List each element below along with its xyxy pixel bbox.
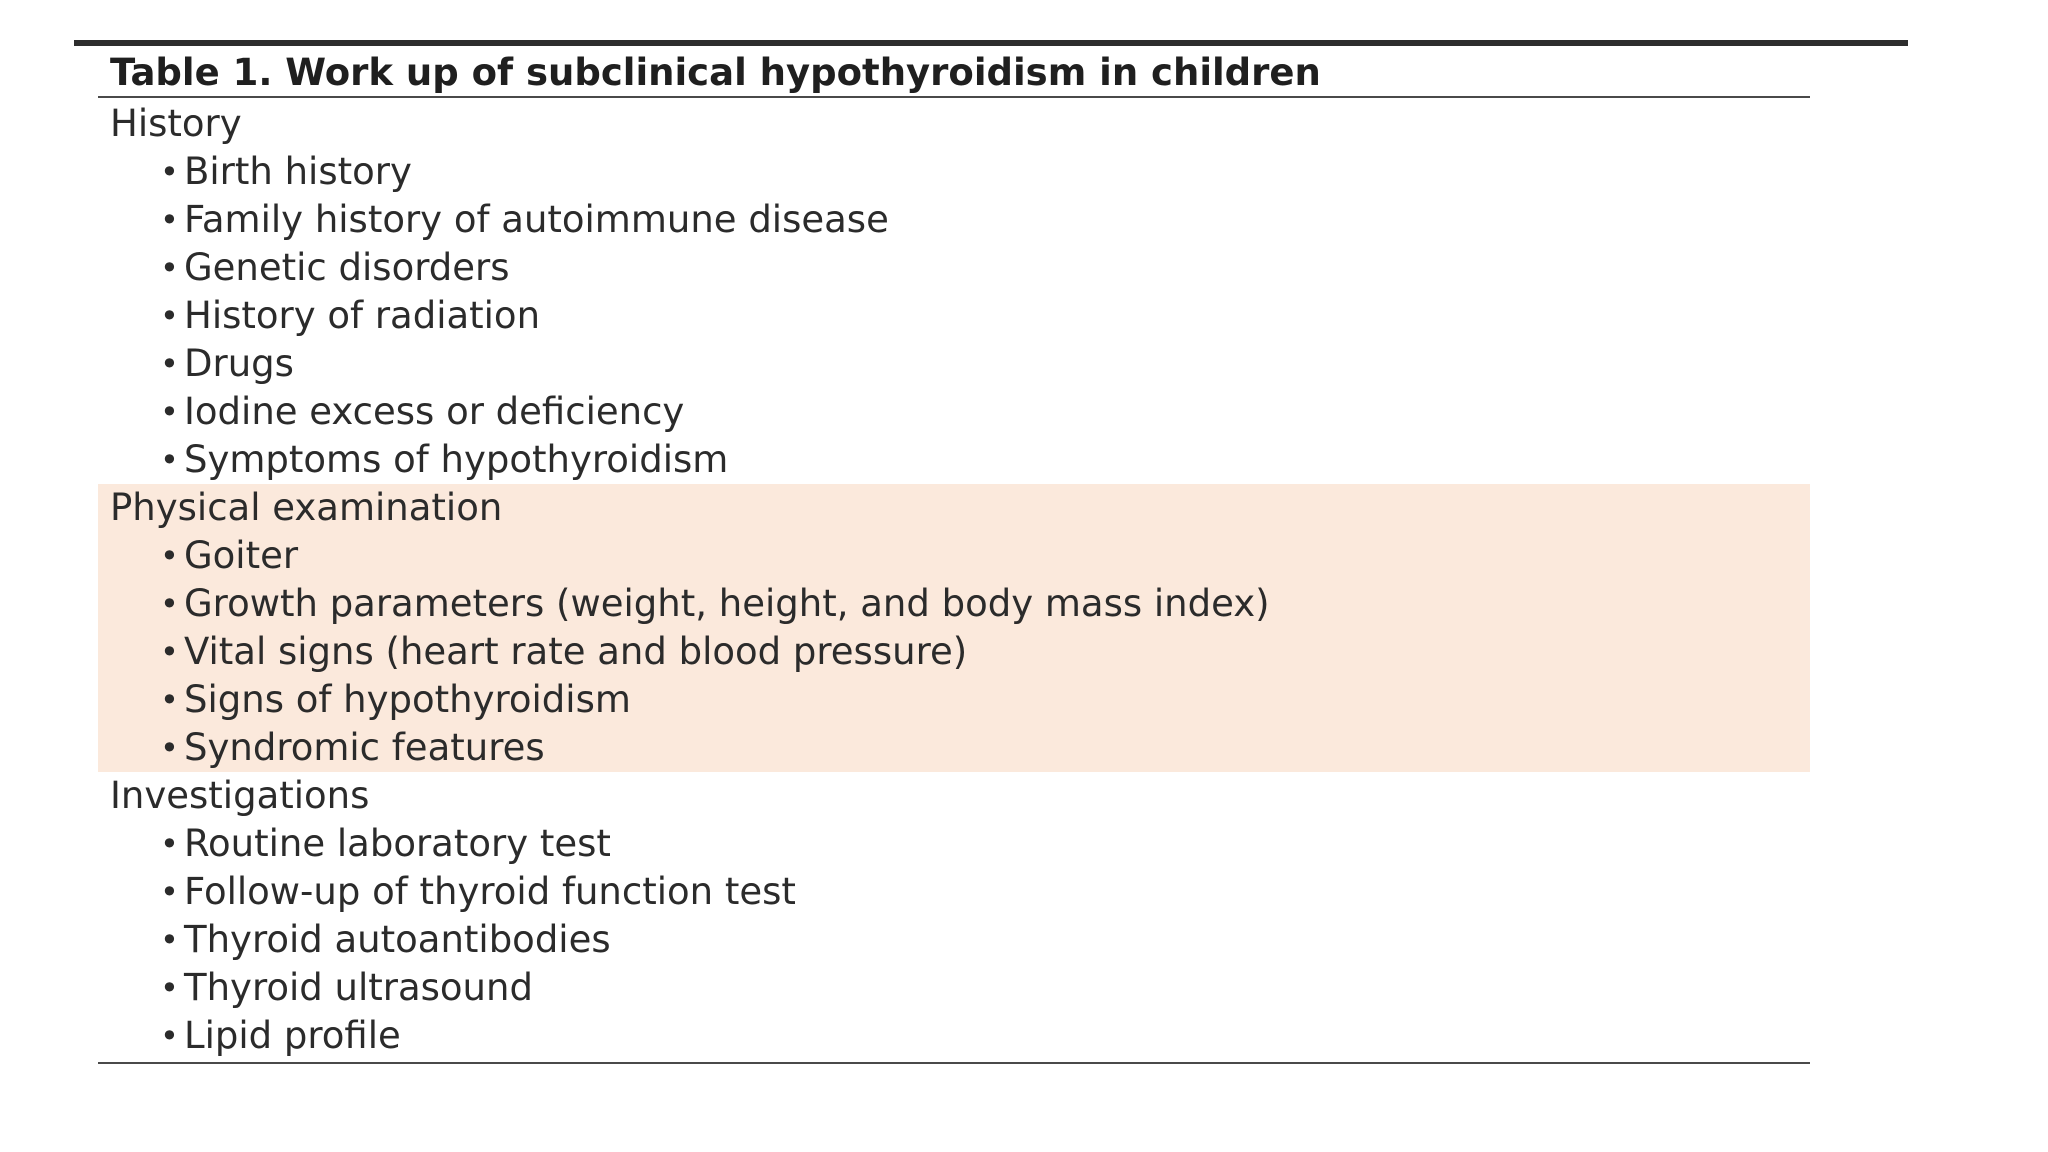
bottom-rule	[98, 1062, 1810, 1064]
table-1	[98, 50, 1810, 1064]
top-rule	[74, 40, 1908, 46]
list-item	[110, 964, 1810, 1012]
list-item-label: Genetic disorders	[184, 246, 510, 289]
bullet-icon: •	[160, 633, 179, 671]
bullet-icon: •	[160, 921, 179, 959]
section-heading: History	[110, 102, 242, 145]
list-item	[110, 436, 1810, 484]
list-item	[110, 820, 1810, 868]
list-item	[110, 148, 1810, 196]
list-item	[110, 580, 1810, 628]
title-rule	[98, 96, 1810, 98]
section-investigations	[98, 772, 1810, 1060]
list-item-label: Birth history	[184, 150, 412, 193]
list-item-label: History of radiation	[184, 294, 541, 337]
list-item	[110, 916, 1810, 964]
list-item	[110, 628, 1810, 676]
section-heading: Physical examination	[110, 486, 503, 529]
bullet-icon: •	[160, 393, 179, 431]
section-physical-examination	[98, 484, 1810, 772]
list-item	[110, 340, 1810, 388]
list-item	[110, 676, 1810, 724]
table-title: Table 1. Work up of subclinical hypothyroidism in children	[110, 51, 1321, 94]
list-item-label: Iodine excess or deficiency	[184, 390, 685, 433]
bullet-icon: •	[160, 1017, 179, 1055]
list-item-label: Thyroid ultrasound	[184, 966, 533, 1009]
bullet-icon: •	[160, 249, 179, 287]
list-item-label: Follow-up of thyroid function test	[184, 870, 796, 913]
list-item	[110, 724, 1810, 772]
bullet-icon: •	[160, 873, 179, 911]
list-item	[110, 868, 1810, 916]
bullet-icon: •	[160, 969, 179, 1007]
bullet-icon: •	[160, 441, 179, 479]
list-item-label: Signs of hypothyroidism	[184, 678, 631, 721]
bullet-icon: •	[160, 537, 179, 575]
bullet-icon: •	[160, 297, 179, 335]
list-item	[110, 532, 1810, 580]
list-item-label: Growth parameters (weight, height, and body mass index)	[184, 582, 1270, 625]
section-heading: Investigations	[110, 774, 370, 817]
list-item	[110, 244, 1810, 292]
bullet-icon: •	[160, 585, 179, 623]
list-item-label: Thyroid autoantibodies	[184, 918, 611, 961]
bullet-icon: •	[160, 729, 179, 767]
list-item-label: Lipid profile	[184, 1014, 401, 1057]
list-item-label: Syndromic features	[184, 726, 545, 769]
list-item	[110, 1012, 1810, 1060]
bullet-icon: •	[160, 345, 179, 383]
list-item-label: Family history of autoimmune disease	[184, 198, 889, 241]
list-item	[110, 388, 1810, 436]
section-history	[98, 100, 1810, 484]
list-item-label: Vital signs (heart rate and blood pressure)	[184, 630, 968, 673]
bullet-icon: •	[160, 825, 179, 863]
list-item-label: Routine laboratory test	[184, 822, 611, 865]
list-item	[110, 292, 1810, 340]
list-item	[110, 196, 1810, 244]
list-item-label: Drugs	[184, 342, 294, 385]
bullet-icon: •	[160, 153, 179, 191]
bullet-icon: •	[160, 681, 179, 719]
bullet-icon: •	[160, 201, 179, 239]
list-item-label: Goiter	[184, 534, 299, 577]
list-item-label: Symptoms of hypothyroidism	[184, 438, 729, 481]
